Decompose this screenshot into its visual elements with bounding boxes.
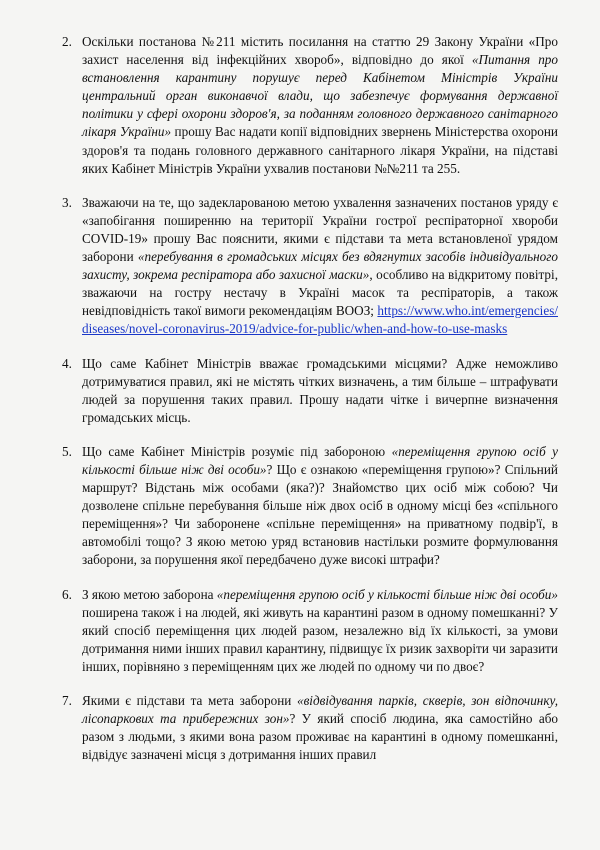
text-run: ? Що є ознакою «переміщення групою»? Спільний маршрут? Відстань між особами (яка?)? Знайомство цих осіб між собою? Чи дозволене спільне перебування більше ніж двох осіб в одному місці без «спільного переміщення»? Чи заборонене «спільне переміщення» на приватному подвір'ї, в автомобілі тощо? З якою метою уряд встановив настільки розмите формулювання заборони, за порушення якої передбачено дуже високі штрафи? <box>82 461 558 568</box>
text-run: З якою метою заборона <box>82 586 217 602</box>
who-link[interactable]: https://www.who.int/emergencies/diseases/novel-coronavirus-2019/advice-for-public/when-and-how-to-use-masks <box>82 303 558 337</box>
text-run: Якими є підстави та мета заборони <box>82 693 297 708</box>
italic-quote: «переміщення групою осіб у кількості більше ніж дві особи» <box>82 443 559 477</box>
item-number: 3. <box>62 194 72 210</box>
text-run: прошу Вас надати копії відповідних звернень Міністерства охорони здоров'я та подань головного державного санітарного лікаря України, на підставі яких Кабінет Міністрів України ухвалив постанови №№211 та 255. <box>82 124 558 176</box>
list-item <box>62 355 558 427</box>
list-item <box>62 194 558 339</box>
list-item <box>62 586 558 676</box>
item-text <box>82 355 558 427</box>
item-text <box>82 194 558 339</box>
list-item <box>62 33 558 178</box>
text-run: Оскільки постанова №211 містить посилання на статтю 29 Закону України «Про захист населення від інфекційних хвороб», відповідно до якої <box>82 34 558 68</box>
italic-quote: «відвідування парків, скверів, зон відпочинку, лісопаркових та прибережних зон» <box>82 693 558 727</box>
item-number: 4. <box>62 355 72 371</box>
item-text <box>82 443 558 570</box>
text-run: ? У який спосіб людина, яка самостійно або разом з людьми, з якими вона разом проживає на карантині в одному помешканні, відвідує зазначені місця з дотримання інших правил <box>82 711 558 763</box>
italic-quote: «переміщення групою осіб у кількості більше ніж дві особи» <box>216 586 558 602</box>
item-number: 7. <box>62 693 72 708</box>
item-text <box>82 33 558 178</box>
text-run: поширена також і на людей, які живуть на карантині разом в одному помешканні? У який спосіб переміщення цих людей разом, незалежно від їх кількості, за умови дотримання ними інших правил карантину, підвищує їх ризик захворіти чи заразити інших, порівняно з переміщенням цих же людей по одному чи по двоє? <box>82 604 558 674</box>
item-number: 5. <box>62 443 72 459</box>
text-run: Що саме Кабінет Міністрів розуміє під забороною <box>82 443 392 459</box>
item-text <box>82 692 558 764</box>
italic-quote: «Питання про встановлення карантину порушує перед Кабінетом Міністрів України центральний орган виконавчої влади, що забезпечує формування державної політики у сфері охорони здоров'я, за поданням головного державного санітарного лікаря України» <box>82 52 558 140</box>
italic-quote: «перебування в громадських місцях без вдягнутих засобів індивідуального захисту, зокрема респіратора або захисної маски» <box>82 249 558 283</box>
text-run: Зважаючи на те, що задекларованою метою ухвалення зазначених постанов уряду є «запобігання поширенню на території України гострої респіраторної хвороби COVID-19» прошу Вас пояснити, якими є підстави та мета встановленої урядом заборони <box>82 194 558 265</box>
text-run: Що саме Кабінет Міністрів вважає громадськими місцями? Адже неможливо дотримуватися правил, які не містять чітких визначень, а тим більше – штрафувати людей за порушення таких правил. Прошу надати чітке і вичерпне визначення громадських місць. <box>82 355 558 425</box>
item-text <box>82 586 558 676</box>
list-item <box>62 692 558 764</box>
text-run: , особливо на відкритому повітрі, зважаючи на гостру нестачу в Україні масок та респіраторів, а також невідповідність такої вимоги рекомендаціям ВООЗ; <box>82 267 558 319</box>
list-item <box>62 443 558 570</box>
numbered-list <box>62 33 558 764</box>
item-number: 2. <box>62 34 72 49</box>
item-number: 6. <box>62 586 72 602</box>
